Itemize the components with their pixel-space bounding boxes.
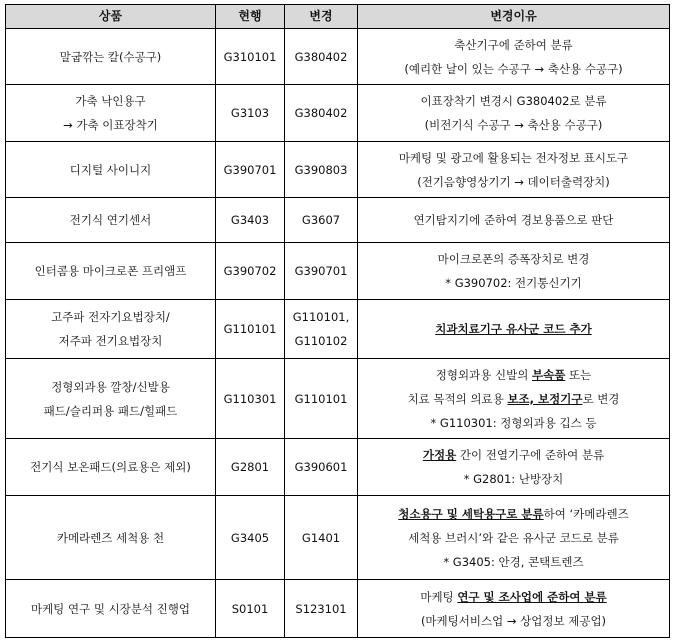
current-code-cell-line: G3403 [230,213,270,227]
changed-code-cell [285,29,358,85]
header-current: 현행 [216,5,285,29]
table-row [6,142,670,198]
product-cell-line: 전기식 보온패드(의료용은 제외) [30,460,191,474]
table-row [6,496,670,580]
product-cell-line: 디지털 사이니지 [69,162,152,177]
current-code-cell [216,359,285,439]
table-row [6,300,670,359]
header-product: 상품 [6,5,216,29]
current-code-cell-line: G390701 [223,162,277,177]
reason-emphasis: 부속품 [531,367,566,382]
table-row [6,439,670,496]
reason-text: (전기음향영상기기 → 데이터출력장치) [417,174,610,189]
reason-text: 세척용 브러시’와 같은 유사군 코드로 분류 [408,530,619,545]
reason-text: * G390702: 전기통신기기 [445,276,582,290]
reason-line [362,502,665,526]
reason-line [362,247,665,271]
reason-text: * G3405: 안경, 콘택트렌즈 [443,554,584,569]
product-cell-line: 가축 낙인용구 [75,94,146,108]
product-cell-line: → 가축 이표장착기 [63,118,158,132]
changed-code-cell [285,359,358,439]
reason-text: 또는 [565,367,592,382]
classification-change-table [5,4,670,638]
product-cell [6,359,216,439]
product-cell [6,85,216,142]
reason-cell [358,300,670,359]
current-code-cell-line: S0101 [231,601,269,616]
product-cell-line: 인터콤용 마이크로폰 프리앰프 [34,264,187,278]
reason-line [362,57,665,81]
current-code-cell [216,198,285,243]
product-cell-line: 저주파 전기요법장치 [58,334,163,348]
table-row [6,29,670,85]
product-cell [6,29,216,85]
reason-emphasis: 보조, 보정기구 [507,391,583,406]
current-code-cell-line: G110101 [223,322,277,336]
reason-cell [358,198,670,243]
reason-text: 정형외과용 신발의 [435,367,532,382]
current-code-cell [216,243,285,300]
reason-text: 마케팅 및 광고에 활용되는 전자정보 표시도구 [398,150,629,165]
product-cell [6,439,216,496]
reason-cell [358,359,670,439]
table-row [6,359,670,439]
changed-code-cell [285,300,358,359]
current-code-cell-line: G390702 [223,264,277,278]
reason-emphasis: 치과치료기구 유사군 코드 추가 [435,322,592,336]
reason-line [362,411,665,435]
reason-text: 연기탐지기에 준하여 경보용품으로 판단 [413,213,614,227]
product-cell [6,198,216,243]
product-cell [6,580,216,638]
reason-emphasis: 가정용 [422,448,457,462]
table-row [6,580,670,638]
reason-cell [358,243,670,300]
changed-code-cell-line: G110101 [294,391,348,406]
changed-code-cell [285,85,358,142]
reason-text: 치료 목적의 의료용 [407,391,508,406]
product-cell-line: 정형외과용 깔창/신발용 [51,379,170,394]
product-cell-line: 패드/슬리퍼용 패드/힐패드 [43,403,178,418]
table-body [6,29,670,638]
changed-code-cell-line: G110101, [292,310,350,324]
changed-code-cell [285,439,358,496]
reason-line [362,317,665,341]
product-cell-line: 마케팅 연구 및 시장분석 진행업 [30,601,191,616]
product-cell-line: 말굽깎는 칼(수공구) [59,49,162,64]
changed-code-cell-line: G380402 [294,106,348,120]
reason-text: 축산기구에 준하여 분류 [454,37,573,52]
reason-line [362,208,665,232]
reason-line [362,113,665,137]
reason-line [362,146,665,170]
reason-line [362,170,665,194]
reason-text: * G2801: 난방장치 [463,472,564,486]
changed-code-cell-line: G1401 [301,530,341,545]
reason-line [362,363,665,387]
reason-text: (비전기식 수공구 → 축산용 수공구) [424,118,603,132]
reason-text: (마케팅서비스업 → 상업정보 제공업) [420,613,607,628]
reason-text: (예리한 날이 있는 수공구 → 축산용 수공구) [404,61,623,76]
changed-code-cell-line: G390803 [294,162,348,177]
changed-code-cell [285,580,358,638]
reason-text: 마케팅 [420,589,458,604]
changed-code-cell [285,496,358,580]
header-reason: 변경이유 [358,5,670,29]
reason-line [362,585,665,609]
current-code-cell [216,142,285,198]
product-cell [6,243,216,300]
reason-cell [358,85,670,142]
current-code-cell-line: G310101 [223,49,277,64]
current-code-cell-line: G3103 [230,106,270,120]
current-code-cell [216,496,285,580]
changed-code-cell [285,142,358,198]
changed-code-cell-line: G390601 [294,460,348,474]
reason-cell [358,496,670,580]
changed-code-cell [285,198,358,243]
reason-line [362,526,665,550]
current-code-cell [216,29,285,85]
current-code-cell-line: G2801 [230,460,270,474]
changed-code-cell-line: G110102 [294,334,348,348]
product-cell-line: 고주파 전자기요법장치/ [51,310,170,324]
reason-cell [358,439,670,496]
product-cell [6,300,216,359]
reason-line [362,271,665,295]
table-row [6,243,670,300]
reason-line [362,443,665,467]
current-code-cell [216,439,285,496]
current-code-cell [216,85,285,142]
current-code-cell [216,580,285,638]
product-cell [6,142,216,198]
reason-text: 하여 ‘카메라렌즈 [543,506,629,521]
reason-line [362,467,665,491]
reason-emphasis: 연구 및 조사업에 준하여 분류 [457,589,607,604]
table-row [6,85,670,142]
reason-cell [358,29,670,85]
reason-line [362,387,665,411]
current-code-cell-line: G3405 [230,530,270,545]
reason-emphasis: 청소용구 및 세탁용구로 분류 [398,506,544,521]
reason-text: * G110301: 정형외과용 깁스 등 [430,415,597,430]
product-cell [6,496,216,580]
reason-text: 간이 전열기구에 준하여 분류 [456,448,605,462]
reason-line [362,550,665,574]
changed-code-cell-line: G3607 [301,213,341,227]
changed-code-cell [285,243,358,300]
changed-code-cell-line: G390701 [294,264,348,278]
reason-line [362,609,665,633]
header-changed: 변경 [285,5,358,29]
reason-text: 마이크로폰의 증폭장치로 변경 [437,252,590,266]
changed-code-cell-line: G380402 [294,49,348,64]
reason-text: 로 변경 [582,391,620,406]
product-cell-line: 카메라렌즈 세척용 천 [56,530,165,545]
reason-text: 이표장착기 변경시 G380402로 분류 [420,94,607,108]
header-row [6,5,670,29]
changed-code-cell-line: S123101 [295,601,347,616]
table-row [6,198,670,243]
reason-line [362,33,665,57]
reason-line [362,89,665,113]
reason-cell [358,142,670,198]
current-code-cell-line: G110301 [223,391,277,406]
reason-cell [358,580,670,638]
current-code-cell [216,300,285,359]
product-cell-line: 전기식 연기센서 [69,213,152,227]
